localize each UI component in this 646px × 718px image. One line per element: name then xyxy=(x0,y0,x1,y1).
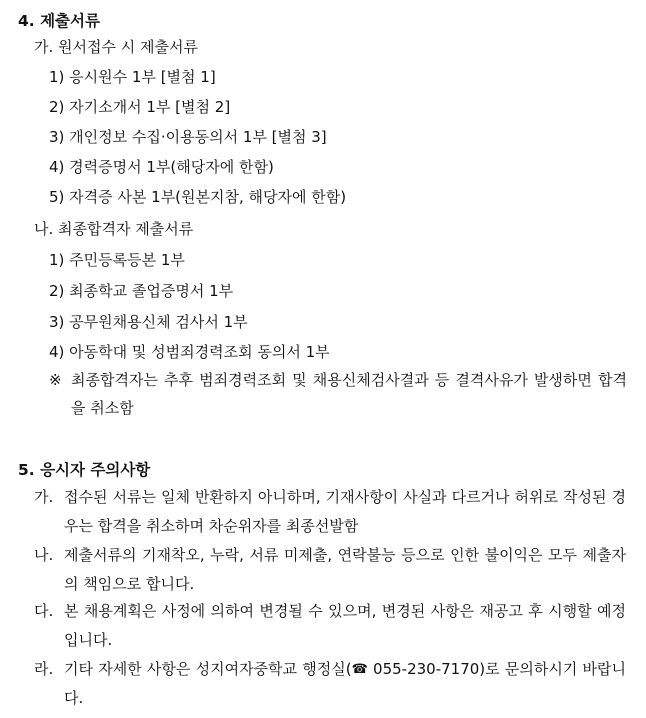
section-5-item-na xyxy=(34,541,626,599)
section-4-group-b-heading: 나. 최종합격자 제출서류 xyxy=(34,220,194,238)
telephone-icon: ☎ xyxy=(351,662,368,677)
group-a-item-3: 3) 개인정보 수집·이용동의서 1부 [별첨 3] xyxy=(49,128,327,146)
section-5-item-da xyxy=(34,597,626,655)
section-5-item-ra xyxy=(34,655,626,713)
group-b-item-1: 1) 주민등록등본 1부 xyxy=(49,251,185,269)
item-mark: 라. xyxy=(34,660,54,678)
section-4-title: 4. 제출서류 xyxy=(18,12,100,30)
item-text: 본 채용계획은 사정에 의하여 변경될 수 있으며, 변경된 사항은 재공고 후 시행할 예정입니다. xyxy=(64,602,626,649)
item-text xyxy=(64,655,626,713)
section-5-title: 5. 응시자 주의사항 xyxy=(18,461,151,479)
group-a-item-2: 2) 자기소개서 1부 [별첨 2] xyxy=(49,98,231,116)
contact-text-before: 기타 자세한 사항은 성지여자중학교 행정실( xyxy=(64,660,352,678)
section-4-group-a-heading: 가. 원서접수 시 제출서류 xyxy=(34,38,198,56)
item-text: 접수된 서류는 일체 반환하지 아니하며, 기재사항이 사실과 다르거나 허위로 작성된 경우는 합격을 취소하며 차순위자를 최종선발함 xyxy=(64,488,626,535)
item-mark: 가. xyxy=(34,488,54,506)
group-a-item-4: 4) 경력증명서 1부(해당자에 한함) xyxy=(49,158,274,176)
group-a-item-5: 5) 자격증 사본 1부(원본지참, 해당자에 한함) xyxy=(49,188,347,206)
section-5-item-ga xyxy=(34,483,626,541)
group-a-item-1: 1) 응시원수 1부 [별첨 1] xyxy=(49,68,216,86)
group-b-item-2: 2) 최종학교 졸업증명서 1부 xyxy=(49,282,234,300)
contact-text-after: 055-230-7170)로 문의하시기 바랍니다. xyxy=(64,660,627,707)
note-mark: ※ xyxy=(49,371,62,389)
item-mark: 나. xyxy=(34,546,54,564)
group-b-note xyxy=(49,366,627,422)
group-b-item-4: 4) 아동학대 및 성범죄경력조회 동의서 1부 xyxy=(49,343,330,361)
note-text: 최종합격자는 추후 범죄경력조회 및 채용신체검사결과 등 결격사유가 발생하면 합격을 취소함 xyxy=(71,371,627,417)
group-b-item-3: 3) 공무원채용신체 검사서 1부 xyxy=(49,313,248,331)
item-mark: 다. xyxy=(34,602,54,620)
item-text: 제출서류의 기재착오, 누락, 서류 미제출, 연락불능 등으로 인한 불이익은 모두 제출자의 책임으로 합니다. xyxy=(64,546,626,593)
